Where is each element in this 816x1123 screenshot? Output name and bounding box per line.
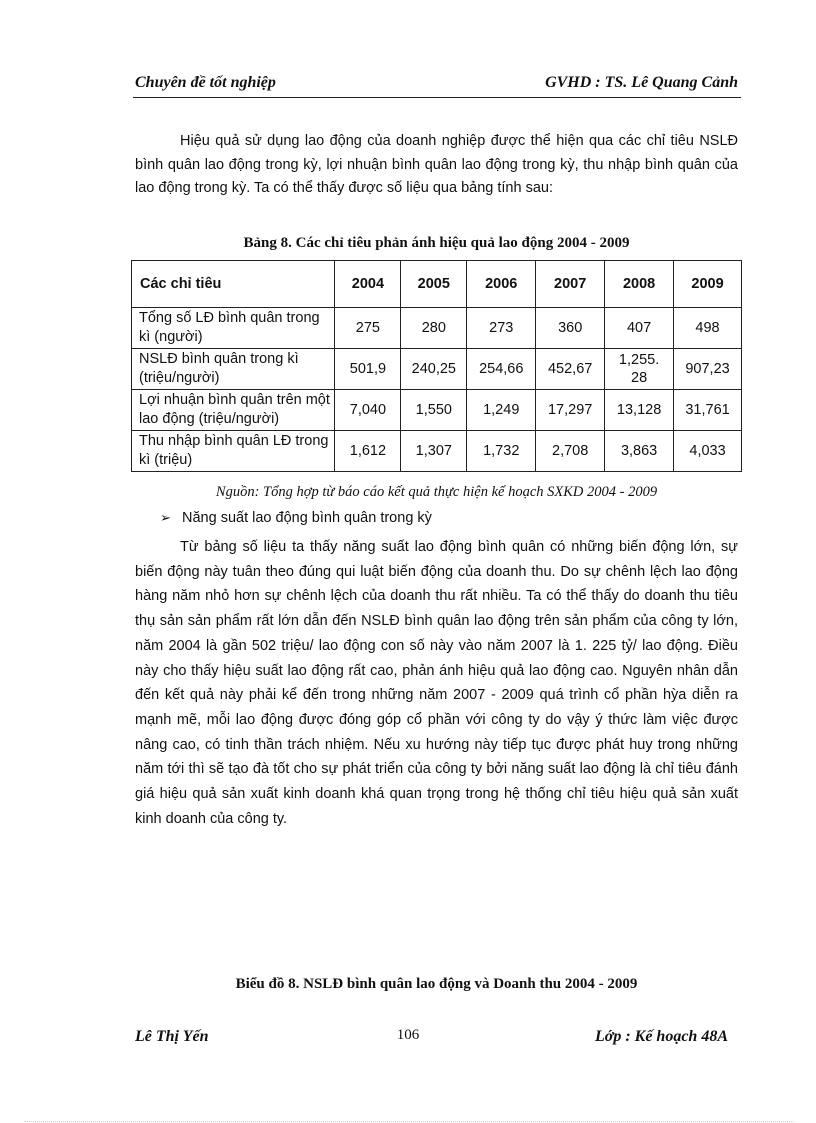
page-bottom-edge — [24, 1121, 794, 1122]
table-row — [132, 308, 742, 349]
table-row — [132, 390, 742, 431]
table-cell: 3,863 — [605, 431, 674, 472]
table-cell: 280 — [401, 308, 467, 349]
header-right-advisor: GVHD : TS. Lê Quang Cảnh — [545, 74, 738, 91]
arrow-bullet-icon: ➢ — [160, 511, 171, 526]
table-cell: 2,708 — [536, 431, 605, 472]
table-header-row — [132, 261, 742, 308]
indicators-table — [131, 260, 742, 472]
footer-class: Lớp : Kế hoạch 48A — [594, 1028, 728, 1045]
table-row — [132, 349, 742, 390]
table-cell: 275 — [335, 308, 401, 349]
chart-caption: Biểu đồ 8. NSLĐ bình quân lao động và Doanh thu 2004 - 2009 — [235, 976, 638, 992]
table-header-cell: 2007 — [536, 261, 605, 308]
intro-paragraph: Hiệu quả sử dụng lao động của doanh nghiệp được thể hiện qua các chỉ tiêu NSLĐ bình quân lao động trong kỳ, lợi nhuận bình quân lao động trong kỳ, thu nhập bình quân của lao động trong kỳ. Ta có thể thấy được số liệu qua bảng tính sau: — [135, 133, 738, 196]
row-label: NSLĐ bình quân trong kì (triệu/người) — [132, 349, 335, 390]
table-cell: 240,25 — [401, 349, 467, 390]
table-cell: 501,9 — [335, 349, 401, 390]
table-cell: 31,761 — [674, 390, 742, 431]
table-source-note: Nguồn: Tổng hợp từ báo cáo kết quả thực hiện kế hoạch SXKD 2004 - 2009 — [215, 484, 658, 500]
table-cell: 254,66 — [467, 349, 536, 390]
table-header-cell: 2004 — [335, 261, 401, 308]
footer-author: Lê Thị Yến — [135, 1028, 209, 1045]
analysis-paragraph: Từ bảng số liệu ta thấy năng suất lao động bình quân có những biến động lớn, sự biến động này tuân theo đúng qui luật biến động của doanh thu. Do sự chênh lệch lao động hàng năm nhỏ hơn sự chênh lệch của doanh thu rất nhiều. Ta có thể thấy do doanh thu tiêu thụ sản sản phẩm rất lớn dẫn đến NSLĐ bình quân lao động trên sản phẩm của công ty lớn, năm 2004 là gần 502 triệu/ lao động con số này vào năm 2007 là 1. 225 tỷ/ lao động. Điều này cho thấy hiệu suất lao động rất cao, phản ánh hiệu quả lao động cao. Nguyên nhân dẫn đến kết quả này phải kể đến trong những năm 2007 - 2009 quá trình cổ phần hỳa diễn ra mạnh mẽ, mỗi lao động được đóng góp cổ phần với công ty do vậy ý thức làm việc được nâng cao, có tinh thần trách nhiệm. Nếu xu hướng này tiếp tục được phát huy trong những năm tới thì sẽ tạo đà tốt cho sự phát triển của công ty bởi năng suất lao động là chỉ tiêu đánh giá hiệu quả sản xuất kinh doanh khá quan trọng trong hệ thống chỉ tiêu hiệu quả sản xuất kinh doanh của công ty. — [135, 539, 738, 827]
row-label: Thu nhập bình quân LĐ trong kì (triệu) — [132, 431, 335, 472]
table-cell: 907,23 — [674, 349, 742, 390]
table-header-cell: 2006 — [467, 261, 536, 308]
table-cell: 4,033 — [674, 431, 742, 472]
table-cell: 1,732 — [467, 431, 536, 472]
table-header-cell: 2008 — [605, 261, 674, 308]
table-cell: 360 — [536, 308, 605, 349]
table-cell: 1,550 — [401, 390, 467, 431]
header-divider — [133, 97, 741, 98]
table-cell: 498 — [674, 308, 742, 349]
cell-line: 28 — [631, 370, 648, 386]
table-cell: 1,612 — [335, 431, 401, 472]
table-row — [132, 431, 742, 472]
table-header-cell: Các chỉ tiêu — [132, 261, 335, 308]
table-caption: Bảng 8. Các chỉ tiêu phản ánh hiệu quả lao động 2004 - 2009 — [243, 235, 630, 251]
table-cell: 273 — [467, 308, 536, 349]
table-cell: 1,249 — [467, 390, 536, 431]
table-cell: 17,297 — [536, 390, 605, 431]
cell-line: 1,255. — [618, 352, 660, 368]
table-cell: 1,307 — [401, 431, 467, 472]
row-label: Lợi nhuận bình quân trên một lao động (triệu/người) — [132, 390, 335, 431]
table-cell-wrapped — [605, 349, 674, 390]
table-header-cell: 2005 — [401, 261, 467, 308]
table-cell: 452,67 — [536, 349, 605, 390]
table-cell: 407 — [605, 308, 674, 349]
table-cell: 13,128 — [605, 390, 674, 431]
bullet-text: Năng suất lao động bình quân trong kỳ — [182, 510, 432, 526]
table-header-cell: 2009 — [674, 261, 742, 308]
bullet-heading — [160, 510, 432, 526]
header-left-title: Chuyên đề tốt nghiệp — [135, 74, 276, 91]
table-cell: 7,040 — [335, 390, 401, 431]
page-number: 106 — [396, 1027, 420, 1043]
row-label: Tổng số LĐ bình quân trong kì (người) — [132, 308, 335, 349]
